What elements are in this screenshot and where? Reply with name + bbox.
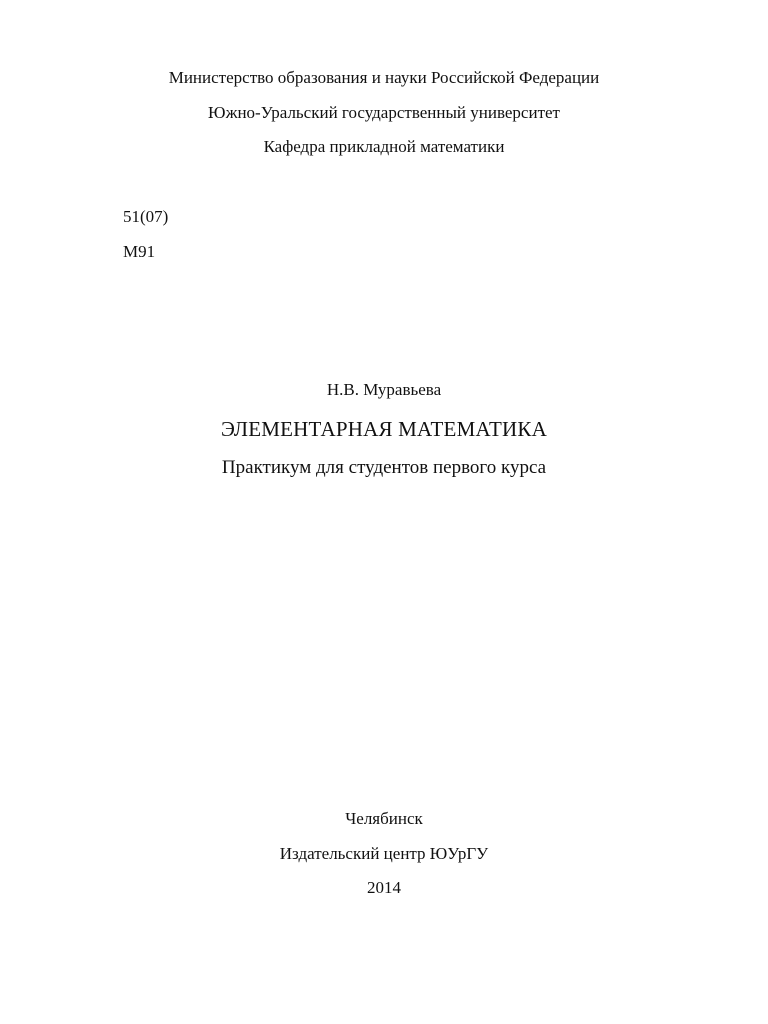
- department-line: Кафедра прикладной математики: [263, 137, 505, 156]
- udc-code: 51(07): [123, 207, 169, 226]
- publisher: Издательский центр ЮУрГУ: [279, 844, 489, 863]
- ministry-line: Министерство образования и науки Российской Федерации: [168, 68, 600, 87]
- city: Челябинск: [345, 809, 423, 828]
- book-subtitle: Практикум для студентов первого курса: [221, 457, 547, 478]
- book-title: ЭЛЕМЕНТАРНАЯ МАТЕМАТИКА: [221, 417, 547, 441]
- university-line: Южно-Уральский государственный университет: [208, 103, 560, 122]
- year: 2014: [367, 878, 401, 897]
- author-mark: М91: [123, 242, 156, 261]
- author-name: Н.В. Муравьева: [326, 380, 442, 399]
